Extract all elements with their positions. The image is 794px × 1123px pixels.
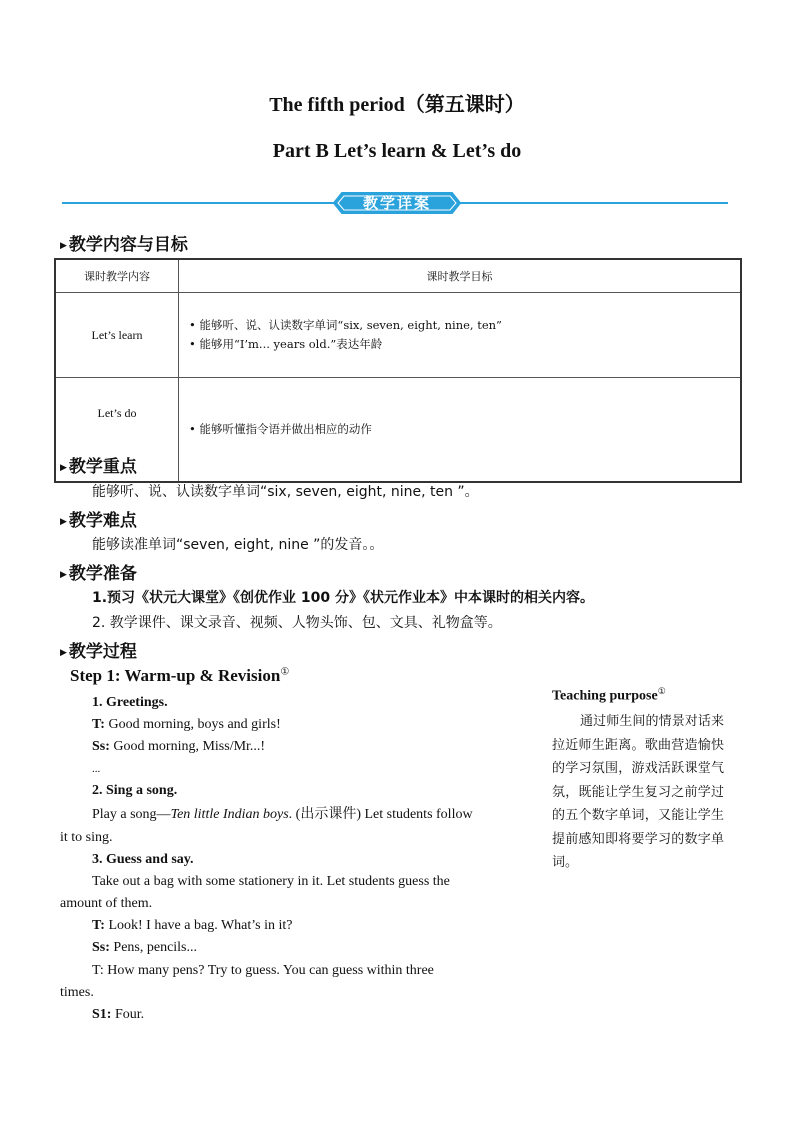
triangle-icon: ▶ — [60, 241, 67, 251]
dialogue-line: S1: Four. — [92, 1007, 145, 1022]
section-difficulties: ▶ 教学难点 — [60, 511, 137, 531]
table-header-cell: 课时教学目标 — [179, 259, 742, 293]
song-line: Play a song—Ten little Indian boys. (出示课件) Let students follow — [92, 807, 473, 822]
table-header-row — [55, 259, 741, 293]
dialogue-line: Ss: Good morning, Miss/Mr...! — [92, 739, 266, 754]
triangle-icon: ▶ — [60, 648, 67, 658]
section-process: ▶ 教学过程 — [60, 642, 137, 662]
goals-table — [54, 258, 742, 483]
triangle-icon: ▶ — [60, 570, 67, 580]
table-row — [55, 293, 741, 378]
banner-label: 教学详案 — [362, 194, 431, 212]
ellipsis: ... — [92, 763, 101, 775]
teaching-purpose-body: 通过师生间的情景对话来拉近师生距离。歌曲营造愉快的学习氛围，游戏活跃课堂气氛，既能让学生复习之前学过的五个数字单词，又能让学生提前感知即将要学习的数字单词。 — [552, 714, 724, 870]
key-points-text: 能够听、说、认读数字单词“six, seven, eight, nine, ten ”。 — [92, 484, 479, 500]
banner-line-left — [62, 202, 334, 204]
section-preparation: ▶ 教学准备 — [60, 564, 137, 584]
song-line-cont: it to sing. — [60, 830, 113, 845]
table-cell-goals — [179, 293, 742, 378]
dialogue-line: Ss: Pens, pencils... — [92, 940, 198, 955]
table-row — [55, 378, 741, 483]
section-key-points: ▶ 教学重点 — [60, 457, 137, 477]
table-cell-goals — [179, 378, 742, 483]
triangle-icon: ▶ — [60, 517, 67, 527]
guess-line-cont: amount of them. — [60, 896, 153, 911]
triangle-icon: ▶ — [60, 463, 67, 473]
guess-line: Take out a bag with some stationery in it. Let students guess the — [92, 874, 450, 889]
teaching-purpose-title: Teaching purpose① — [552, 686, 666, 704]
dialogue-line-cont: times. — [60, 985, 94, 1000]
dialogue-line: T: How many pens? Try to guess. You can guess within three — [92, 963, 434, 978]
guess-heading: 3. Guess and say. — [92, 852, 194, 867]
goal-item: • 能够听、说、认读数字单词“six, seven, eight, nine, ten” — [189, 318, 502, 332]
goal-item: • 能够听懂指令语并做出相应的动作 — [189, 422, 372, 436]
table-cell-content: Let’s do — [55, 378, 179, 483]
table-cell-content: Let’s learn — [55, 293, 179, 378]
song-heading: 2. Sing a song. — [92, 783, 178, 798]
footnote-mark: ① — [657, 686, 666, 696]
dialogue-line: T: Good morning, boys and girls! — [92, 717, 281, 732]
preparation-item-2: 2. 教学课件、课文录音、视频、人物头饰、包、文具、礼物盒等。 — [92, 615, 502, 631]
banner-line-right — [460, 202, 728, 204]
preparation-item-1: 1.预习《状元大课堂》《创优作业 100 分》《状元作业本》中本课时的相关内容。 — [92, 590, 595, 606]
difficulties-text: 能够读准单词“seven, eight, nine ”的发音。。 — [92, 537, 384, 553]
greetings-heading: 1. Greetings. — [92, 695, 168, 710]
section-content-goals: ▶ 教学内容与目标 — [60, 235, 188, 255]
dialogue-line: T: Look! I have a bag. What’s in it? — [92, 918, 293, 933]
goal-item: • 能够用“I’m... years old.”表达年龄 — [189, 337, 383, 351]
page-subtitle: Part B Let’s learn & Let’s do — [272, 140, 522, 162]
footnote-mark: ① — [280, 666, 290, 678]
page-title: The fifth period（第五课时） — [269, 94, 525, 116]
step1-title: Step 1: Warm-up & Revision① — [70, 666, 290, 685]
table-header-cell: 课时教学内容 — [55, 259, 179, 293]
